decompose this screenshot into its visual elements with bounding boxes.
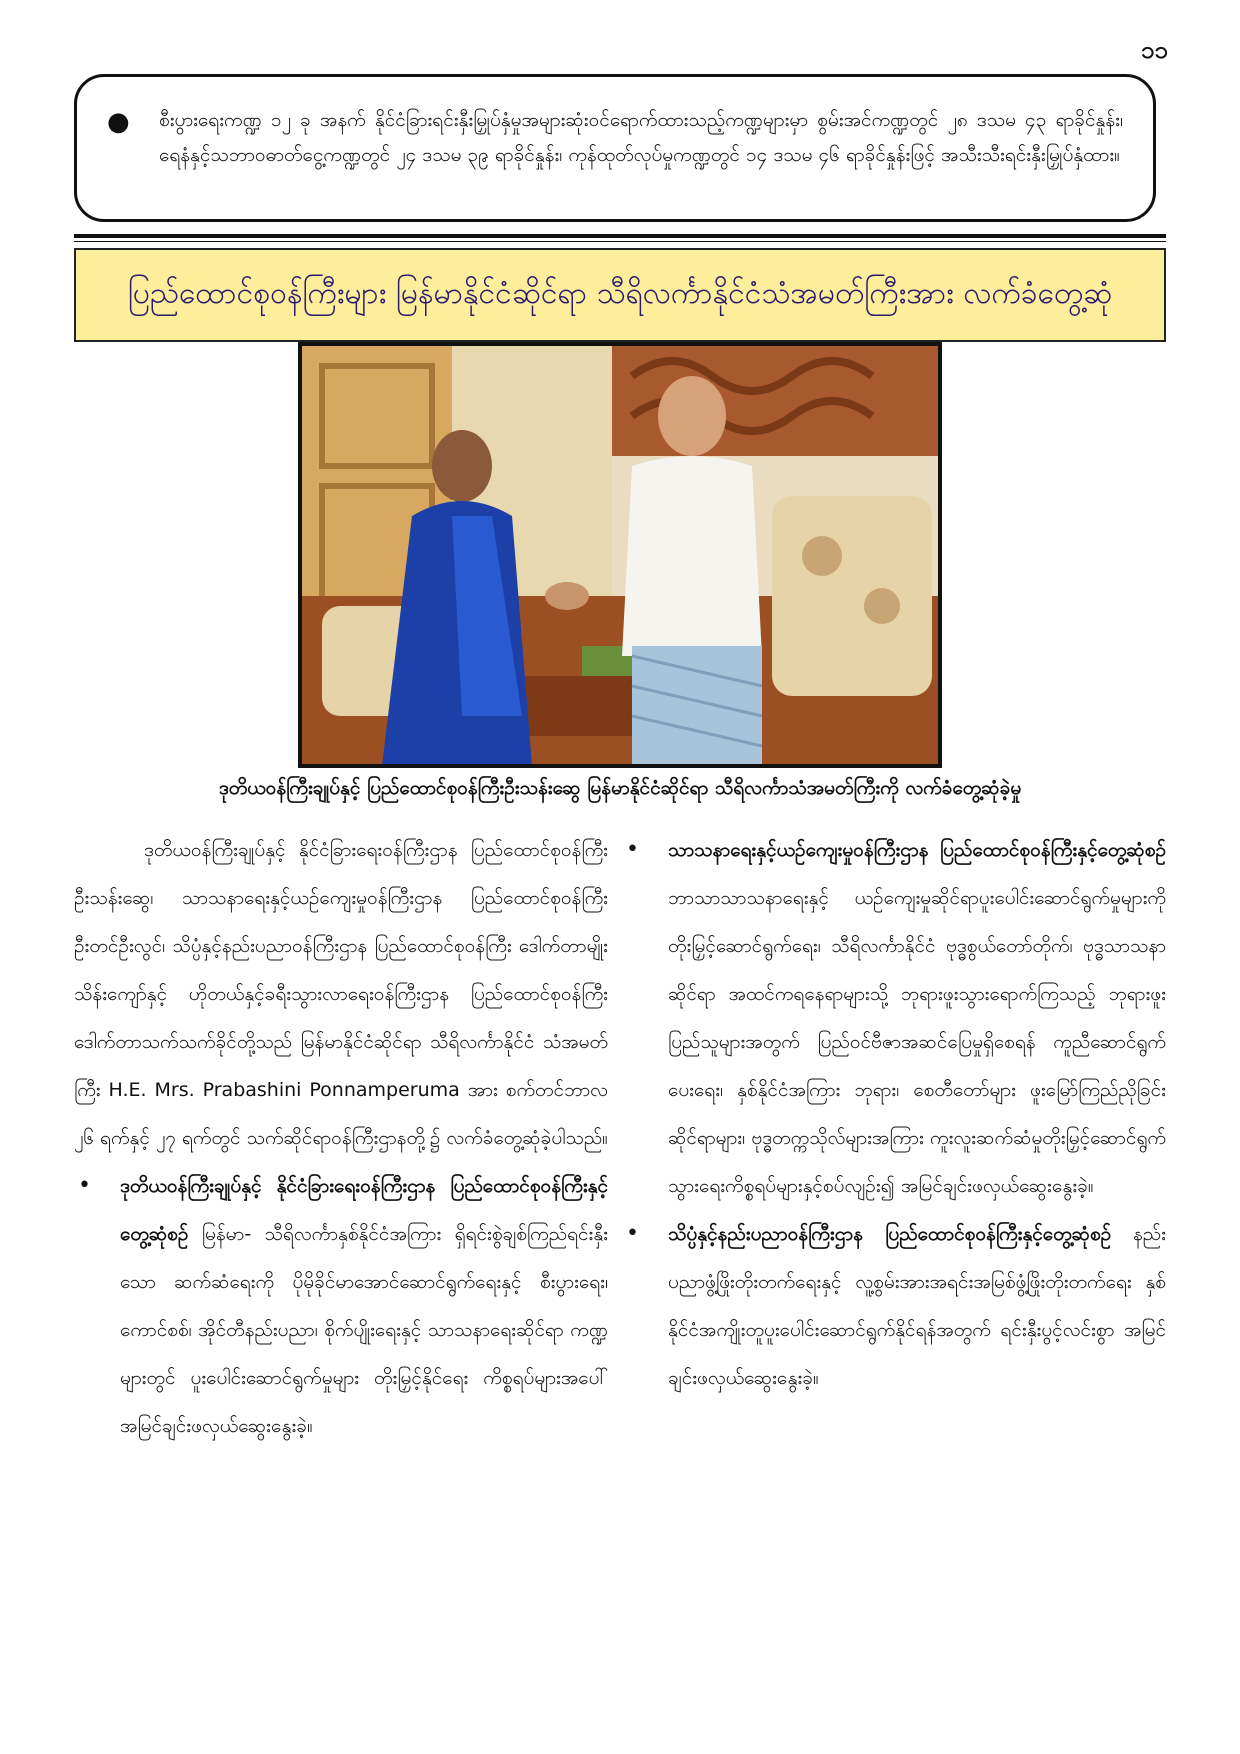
intro-paragraph: ဒုတိယဝန်ကြီးချုပ်နှင့် နိုင်ငံခြားရေးဝန်ကြီးဌာန ပြည်ထောင်စုဝန်ကြီး ဦးသန်းဆွေ၊ သာသနာရေးနှင့်ယဉ်ကျေးမှုဝန်ကြီးဌာန ပြည်ထောင်စုဝန်ကြီး ဦးတင်ဦးလွင်၊ သိပ္ပံနှင့်နည်းပညာဝန်ကြီးဌာန ပြည်ထောင်စုဝန်ကြီး ဒေါက်တာမျိုးသိန်းကျော်နှင့် ဟိုတယ်နှင့်ခရီးသွားလာရေးဝန်ကြီးဌာန ပြည်ထောင်စုဝန်ကြီး ဒေါက်တာသက်သက်ခိုင်တို့သည် မြန်မာနိုင်ငံဆိုင်ရာ သီရိလင်္ကာနိုင်ငံ သံအမတ်ကြီး H.E. Mrs. Prabashini Ponnamperuma အား စက်တင်ဘာလ ၂၆ ရက်နှင့် ၂၇ ရက်တွင် သက်ဆိုင်ရာဝန်ကြီးဌာနတို့၌ လက်ခံတွေ့ဆုံခဲ့ပါသည်။ bbox=[74, 839, 608, 1149]
bullet-item-2 bbox=[622, 826, 1166, 1210]
bullet-item-1 bbox=[74, 1162, 608, 1450]
bullet-1-heading: ဒုတိယဝန်ကြီးချုပ်နှင့် နိုင်ငံခြားရေးဝန်ကြီးဌာန ပြည်ထောင်စုဝန်ကြီးနှင့်တွေ့ဆုံစဉ် bbox=[120, 1175, 608, 1245]
summary-box bbox=[74, 74, 1156, 222]
bullet-icon: • bbox=[78, 1173, 91, 1198]
armchair-right bbox=[772, 496, 932, 696]
page-number: ၁၁ bbox=[1141, 36, 1168, 64]
divider-thick bbox=[74, 234, 1166, 238]
bullet-1-text: မြန်မာ- သီရိလင်္ကာနှစ်နိုင်ငံအကြား ရှိရင်းစွဲချစ်ကြည်ရင်းနှီးသော ဆက်ဆံရေးကို ပိုမိုခိုင်မာအောင်ဆောင်ရွက်ရေးနှင့် စီးပွားရေး၊ ကောင်စစ်၊ အိုင်တီနည်းပညာ၊ စိုက်ပျိုးရေးနှင့် သာသနာရေးဆိုင်ရာ ကဏ္ဍများတွင် ပူးပေါင်းဆောင်ရွက်မှုများ တိုးမြှင့်နိုင်ရေး ကိစ္စရပ်များအပေါ် အမြင်ချင်းဖလှယ်ဆွေးနွေးခဲ့။ bbox=[120, 1223, 608, 1437]
bullet-3-text: နည်းပညာဖွံ့ဖြိုးတိုးတက်ရေးနှင့် လူ့စွမ်းအားအရင်းအမြစ်ဖွံ့ဖြိုးတိုးတက်ရေး နှစ်နိုင်ငံအကျိုးတူပူးပေါင်းဆောင်ရွက်နိုင်ရန်အတွက် ရင်းနှီးပွင့်လင်းစွာ အမြင်ချင်းဖလှယ်ဆွေးနွေးခဲ့။ bbox=[668, 1223, 1166, 1389]
photo-illustration bbox=[302, 346, 938, 764]
left-column bbox=[74, 826, 608, 1450]
bullet-icon: • bbox=[626, 1221, 639, 1246]
bullet-3-heading: သိပ္ပံနှင့်နည်းပညာဝန်ကြီးဌာန ပြည်ထောင်စုဝန်ကြီးနှင့်တွေ့ဆုံစဉ် bbox=[668, 1223, 1112, 1245]
summary-text: စီးပွားရေးကဏ္ဍ ၁၂ ခု အနက် နိုင်ငံခြားရင်းနှီးမြှုပ်နှံမှုအများဆုံးဝင်ရောက်ထားသည့်ကဏ္ဍများမှာ စွမ်းအင်ကဏ္ဍတွင် ၂၈ ဒသမ ၄၃ ရာခိုင်နှုန်း၊ ရေနံနှင့်သဘာဝဓာတ်ငွေ့ကဏ္ဍတွင် ၂၄ ဒသမ ၃၉ ရာခိုင်နှုန်း၊ ကုန်ထုတ်လုပ်မှုကဏ္ဍတွင် ၁၄ ဒသမ ၄၆ ရာခိုင်နှုန်းဖြင့် အသီးသီးရင်းနှီးမြှုပ်နှံထား။ bbox=[159, 109, 1123, 166]
news-photo bbox=[298, 342, 942, 768]
bullet-icon: • bbox=[626, 837, 639, 862]
right-column bbox=[622, 826, 1166, 1402]
woman-head bbox=[432, 430, 492, 502]
bullet-2-heading: သာသနာရေးနှင့်ယဉ်ကျေးမှုဝန်ကြီးဌာန ပြည်ထောင်စုဝန်ကြီးနှင့်တွေ့ဆုံစဉ် bbox=[668, 839, 1166, 861]
man-jacket bbox=[622, 456, 762, 656]
man-head bbox=[658, 376, 726, 456]
bullet-2-text: ဘာသာသာသနာရေးနှင့် ယဉ်ကျေးမှုဆိုင်ရာပူးပေါင်းဆောင်ရွက်မှုများကို တိုးမြှင့်ဆောင်ရွက်ရေး၊ သီရိလင်္ကာနိုင်ငံ ဗုဒ္ဓစွယ်တော်တိုက်၊ ဗုဒ္ဓသာသနာဆိုင်ရာ အထင်ကရနေရာများသို့ ဘုရားဖူးသွားရောက်ကြသည့် ဘုရားဖူးပြည်သူများအတွက် ပြည်ဝင်ဗီဇာအဆင်ပြေမှုရှိစေရန် ကူညီဆောင်ရွက်ပေးရေး၊ နှစ်နိုင်ငံအကြား ဘုရား၊ စေတီတော်များ ဖူးမြော်ကြည်ညိုခြင်းဆိုင်ရာများ၊ ဗုဒ္ဓတက္ကသိုလ်များအကြား ကူးလူးဆက်ဆံမှုတိုးမြှင့်ဆောင်ရွက်သွားရေးကိစ္စရပ်များနှင့်စပ်လျဉ်း၍ အမြင်ချင်းဖလှယ်ဆွေးနွေးခဲ့။ bbox=[668, 887, 1166, 1197]
handshake bbox=[545, 582, 589, 610]
man-longyi bbox=[632, 646, 762, 764]
bullet-icon: ● bbox=[107, 107, 130, 137]
bullet-item-3 bbox=[622, 1210, 1166, 1402]
divider-thin bbox=[74, 241, 1166, 242]
headline: ပြည်ထောင်စုဝန်ကြီးများ မြန်မာနိုင်ငံဆိုင်ရာ သီရိလင်္ကာနိုင်ငံသံအမတ်ကြီးအား လက်ခံတွေ့ဆုံ bbox=[127, 275, 1113, 311]
headline-box bbox=[74, 248, 1166, 342]
photo-caption: ဒုတိယဝန်ကြီးချုပ်နှင့် ပြည်ထောင်စုဝန်ကြီးဦးသန်းဆွေ မြန်မာနိုင်ငံဆိုင်ရာ သီရိလင်္ကာသံအမတ်ကြီးကို လက်ခံတွေ့ဆုံခဲ့မှု bbox=[218, 777, 1022, 799]
